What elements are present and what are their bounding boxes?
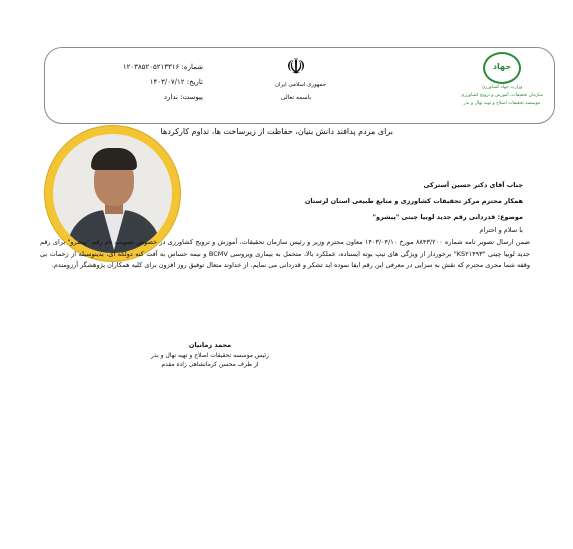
signatory-name: محمد زمانیان — [188, 341, 232, 349]
logo-line: موسسه تحقیقات اصلاح و تهیه نهال و بذر — [463, 101, 541, 106]
recipient-name: جناب آقای دکتر حسین آسترکی — [423, 181, 523, 189]
letter-date: تاریخ: ۱۴۰۳/۰۷/۱۲ — [149, 78, 203, 86]
organization-logo — [460, 52, 544, 108]
signatory-on-behalf: از طرف محسن کرمانشاهی زاده مقدم — [161, 361, 259, 368]
letter-subject: موضوع: قدردانی رقم جدید لوبیا چیتی "پیشرو" — [372, 213, 523, 221]
emblem-caption: جمهوری اسلامی ایران — [275, 82, 327, 88]
letter-attachment: پیوست: ندارد — [163, 93, 203, 101]
greeting: با سلام و احترام — [479, 226, 523, 234]
bismillah-text: باسمه تعالی — [280, 94, 312, 101]
letter-body: ضمن ارسال تصویر نامه شماره ۸۸۴۳/۲۰۰ مورخ ۱۴۰۳/۰۴/۱۰ معاون محترم وزیر و رئیس سازمان تحقیقات، آموزش و ترویج کشاورزی در خصوص تصویب نام رقم "پیشرو" برای رقم جدید لوبیا چیتی "KS۲۱۴۹۳" برخوردار از ویژگی های تیپ بوته ایستاده، عملکرد بالا، متحمل به بیماری ویروسی BCMV و نیمه حساس به آفت کنه دولکه ای، بدینوسیله از زحمات بی وقفه شما مجری محترم که نقش به سزایی در معرفی این رقم ایفا نموده اید تشکر و قدردانی می نمایم. از خداوند متعال توفیق روز افزون برای کلیه همکاران پژوهشگر آرزومندم. — [40, 238, 530, 270]
jahad-logo-icon: جهاد — [483, 52, 521, 84]
emblem-icon: ☫ — [286, 55, 306, 80]
letter-number: شماره: ۱۲۰۳۸۵۲۰۵۲۱۳۳۱۶ — [122, 63, 203, 71]
motto-text: برای مردم پدافند دانش بنیان، حفاظت از زیرساخت ها، تداوم کارکردها — [160, 127, 393, 136]
national-emblem — [275, 55, 327, 101]
signatory-title: رئیس موسسه تحقیقات اصلاح و تهیه نهال و بذر — [151, 351, 269, 359]
logo-line: سازمان تحقیقات، آموزش و ترویج کشاورزی — [460, 93, 544, 98]
letter-meta — [73, 60, 203, 105]
letterhead — [44, 47, 555, 124]
logo-line: وزارت جهاد کشاورزی — [481, 85, 523, 90]
recipient-title: همکار محترم مرکز تحقیقات کشاورزی و منابع طبیعی استان لرستان — [304, 197, 523, 205]
signature-block — [140, 341, 280, 370]
